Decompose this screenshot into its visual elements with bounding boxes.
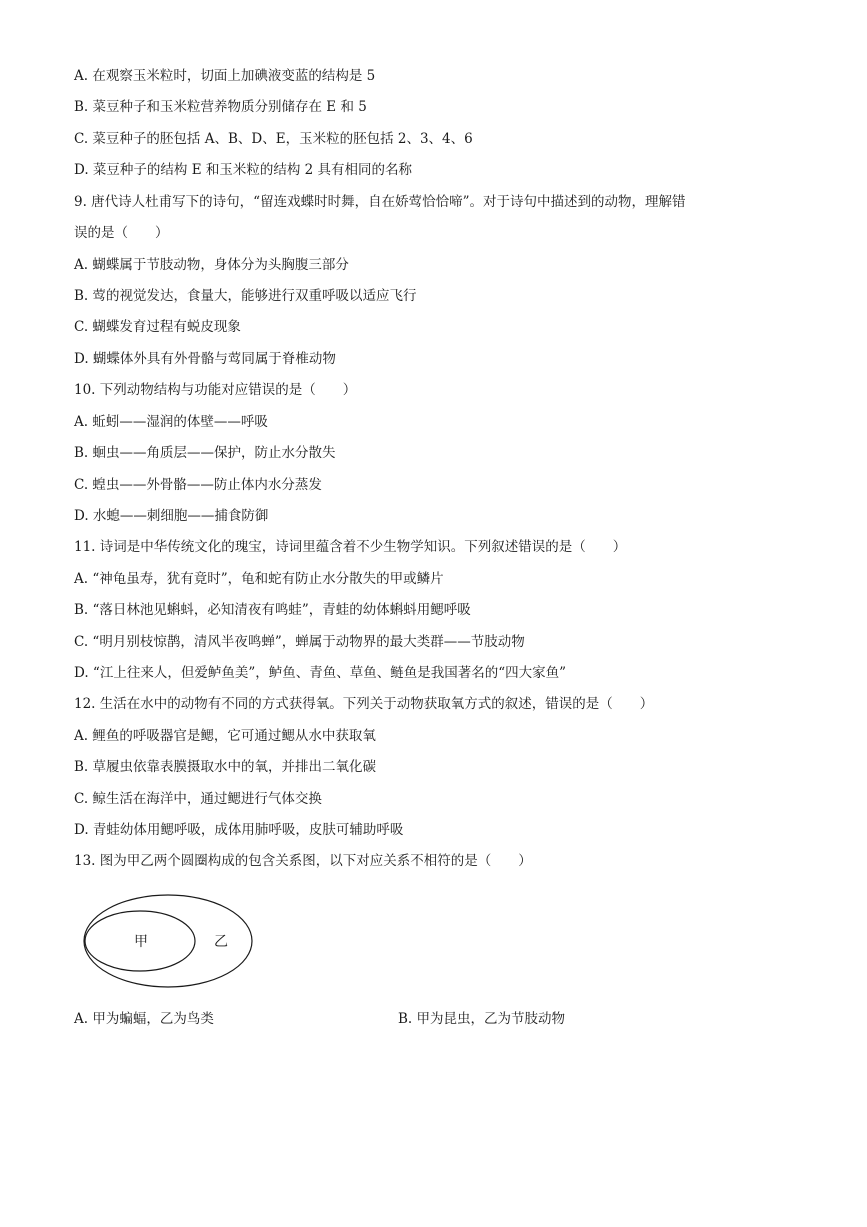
q11-option-b: B. “落日林池见蝌蚪，必知清夜有鸣蛙”，青蛙的幼体蝌蚪用鳃呼吸 xyxy=(74,602,471,618)
q13-stem: 13. 图为甲乙两个圆圈构成的包含关系图，以下对应关系不相符的是（ ） xyxy=(74,853,532,869)
q12-option-c: C. 鲸生活在海洋中，通过鳃进行气体交换 xyxy=(74,791,322,807)
q8-option-b: B. 菜豆种子和玉米粒营养物质分别储存在 E 和 5 xyxy=(74,99,367,115)
q9-stem-line1: 9. 唐代诗人杜甫写下的诗句，“留连戏蝶时时舞，自在娇莺恰恰啼”。对于诗句中描述到的动物，理解错 xyxy=(74,194,686,210)
q9-option-c: C. 蝴蝶发育过程有蜕皮现象 xyxy=(74,319,241,335)
q10-option-c: C. 蝗虫——外骨骼——防止体内水分蒸发 xyxy=(74,477,322,493)
q12-option-d: D. 青蛙幼体用鳃呼吸，成体用肺呼吸，皮肤可辅助呼吸 xyxy=(74,822,404,838)
q13-option-a: A. 甲为蝙蝠，乙为鸟类 xyxy=(74,1011,214,1027)
q11-stem: 11. 诗词是中华传统文化的瑰宝，诗词里蕴含着不少生物学知识。下列叙述错误的是（ ） xyxy=(74,539,627,555)
q10-option-b: B. 蛔虫——角质层——保护，防止水分散失 xyxy=(74,445,336,461)
q8-option-a: A. 在观察玉米粒时，切面上加碘液变蓝的结构是 5 xyxy=(74,68,376,84)
q8-option-d: D. 菜豆种子的结构 E 和玉米粒的结构 2 具有相同的名称 xyxy=(74,162,413,178)
q11-option-c: C. “明月别枝惊鹊，清风半夜鸣蝉”，蝉属于动物界的最大类群——节肢动物 xyxy=(74,634,525,650)
q9-stem-line2: 误的是（ ） xyxy=(74,225,169,241)
q10-option-d: D. 水螅——刺细胞——捕食防御 xyxy=(74,508,269,524)
q10-option-a: A. 蚯蚓——湿润的体壁——呼吸 xyxy=(74,414,268,430)
q10-stem: 10. 下列动物结构与功能对应错误的是（ ） xyxy=(74,382,357,398)
q12-stem: 12. 生活在水中的动物有不同的方式获得氧。下列关于动物获取氧方式的叙述，错误的是（ ） xyxy=(74,696,654,712)
q13-option-b: B. 甲为昆虫，乙为节肢动物 xyxy=(398,1011,566,1027)
q9-option-b: B. 莺的视觉发达，食量大，能够进行双重呼吸以适应飞行 xyxy=(74,288,417,304)
outer-circle-label: 乙 xyxy=(214,934,228,950)
q11-option-a: A. “神龟虽寿，犹有竟时”，龟和蛇有防止水分散失的甲或鳞片 xyxy=(74,571,444,587)
inner-circle-label: 甲 xyxy=(134,934,148,950)
q9-option-a: A. 蝴蝶属于节肢动物，身体分为头胸腹三部分 xyxy=(74,257,349,273)
inclusion-relation-diagram xyxy=(80,893,260,993)
q11-option-d: D. “江上往来人，但爱鲈鱼美”，鲈鱼、青鱼、草鱼、鲢鱼是我国著名的“四大家鱼” xyxy=(74,665,567,681)
q12-option-a: A. 鲤鱼的呼吸器官是鳃，它可通过鳃从水中获取氧 xyxy=(74,728,376,744)
q12-option-b: B. 草履虫依靠表膜摄取水中的氧，并排出二氧化碳 xyxy=(74,759,377,775)
q9-option-d: D. 蝴蝶体外具有外骨骼与莺同属于脊椎动物 xyxy=(74,351,336,367)
venn-diagram-svg xyxy=(80,893,260,993)
q8-option-c: C. 菜豆种子的胚包括 A、B、D、E，玉米粒的胚包括 2、3、4、6 xyxy=(74,131,473,147)
